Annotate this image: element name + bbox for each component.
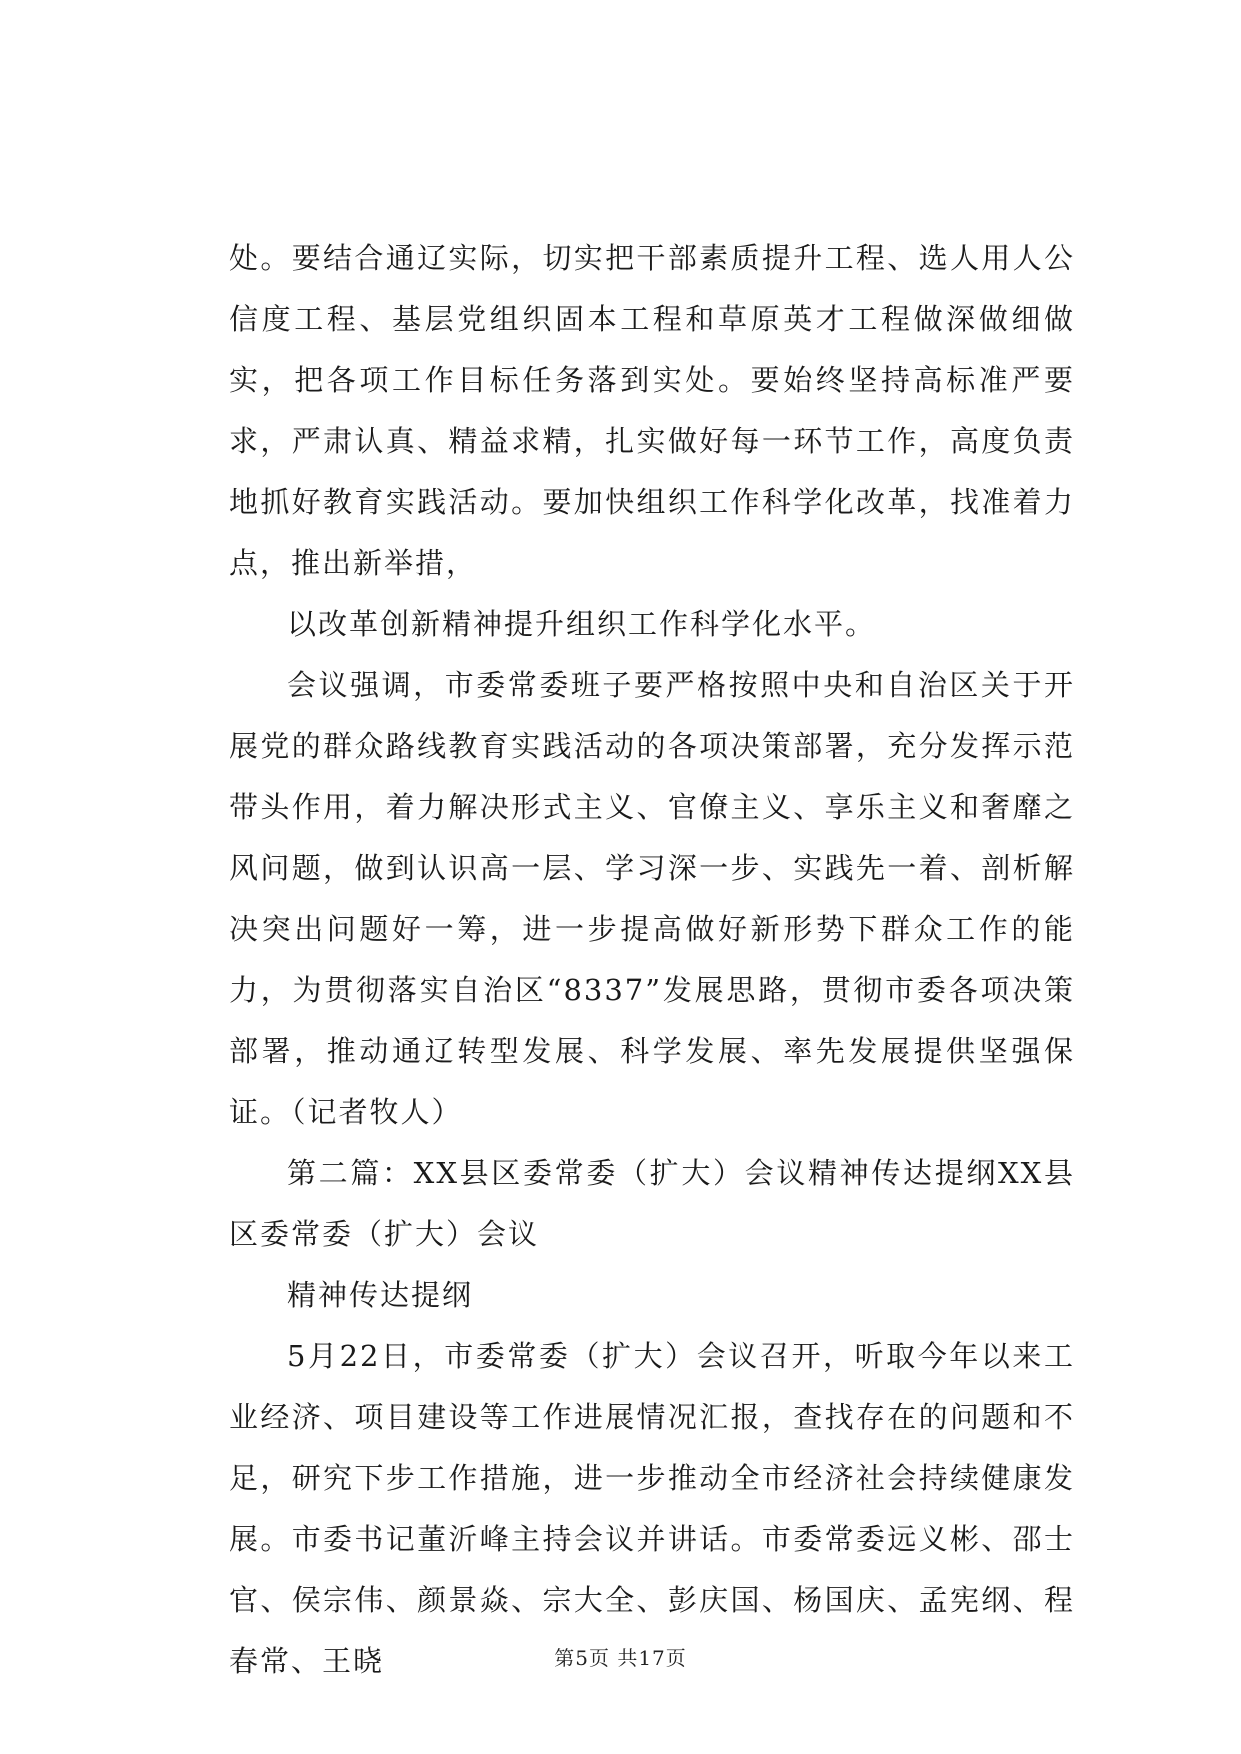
page-number: 第5页 共17页 [554,1646,687,1670]
paragraph-may-meeting: 5月22日，市委常委（扩大）会议召开，听取今年以来工业经济、项目建设等工作进展情况汇报，查找存在的问题和不足，研究下步工作措施，进一步推动全市经济社会持续健康发展。市委书记董沂峰主持会议并讲话。市委常委远义彬、邵士官、侯宗伟、颜景焱、宗大全、彭庆国、杨国庆、孟宪纲、程春常、王晓 [229,1339,1075,1678]
section-subheading: 精神传达提纲 [287,1278,474,1312]
document-body [229,228,1075,1692]
section-heading: 第二篇：XX县区委常委（扩大）会议精神传达提纲XX县区委常委（扩大）会议 [229,1156,1075,1251]
paragraph-continuation: 处。要结合通辽实际，切实把干部素质提升工程、选人用人公信度工程、基层党组织固本工程和草原英才工程做深做细做实，把各项工作目标任务落到实处。要始终坚持高标准严要求，严肃认真、精益求精，扎实做好每一环节工作，高度负责地抓好教育实践活动。要加快组织工作科学化改革，找准着力点，推出新举措， [229,241,1075,580]
paragraph-reform: 以改革创新精神提升组织工作科学化水平。 [287,607,877,641]
paragraph-meeting-emphasis: 会议强调，市委常委班子要严格按照中央和自治区关于开展党的群众路线教育实践活动的各项决策部署，充分发挥示范带头作用，着力解决形式主义、官僚主义、享乐主义和奢靡之风问题，做到认识高一层、学习深一步、实践先一着、剖析解决突出问题好一筹，进一步提高做好新形势下群众工作的能力，为贯彻落实自治区“8337”发展思路，贯彻市委各项决策部署，推动通辽转型发展、科学发展、率先发展提供坚强保证。（记者牧人） [229,668,1075,1129]
